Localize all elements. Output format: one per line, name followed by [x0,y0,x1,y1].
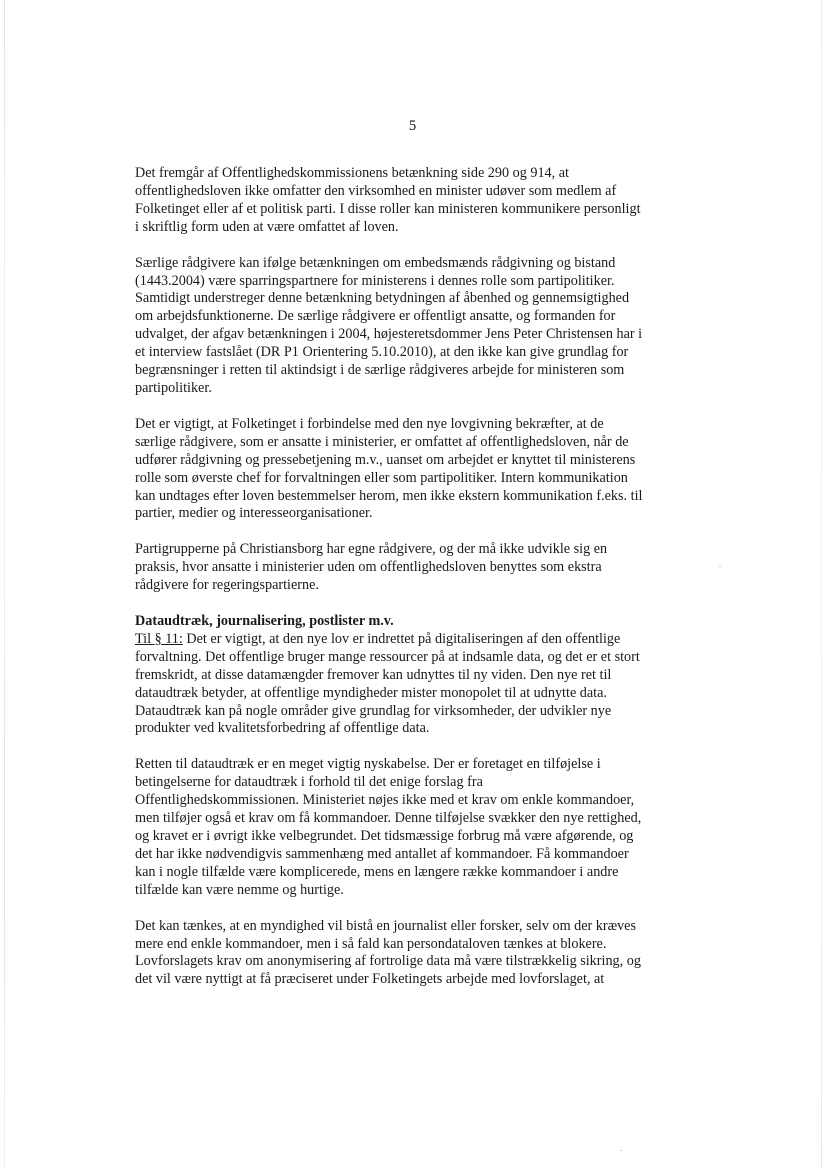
text-line: Det kan tænkes, at en myndighed vil bistå en journalist eller forsker, selv om der kræves [135,917,637,934]
text-line: Det er vigtigt, at Folketinget i forbindelse med den nye lovgivning bekræfter, at de [135,415,604,432]
text-line: det vil være nyttigt at få præciseret under Folketingets arbejde med lovforslaget, at [135,971,605,988]
section-heading: Dataudtræk, journalisering, postlister m.v. [135,613,394,630]
text-line: kan i nogle tilfælde være komplicerede, mens en længere række kommandoer i andre [135,863,619,880]
text-line: partier, medier og interesseorganisationer. [135,505,373,522]
text-line: tilfælde kan være nemme og hurtige. [135,881,344,898]
section-dataudtraek [135,613,691,738]
text-line: i skriftlig form uden at være omfattet af loven. [135,218,399,235]
text-line: om arbejdsfunktionerne. De særlige rådgivere er offentligt ansatte, og formanden for [135,308,616,325]
text-line: et interview fastslået (DR P1 Orientering 5.10.2010), at den ikke kan give grundlag for [135,344,629,361]
text-line: Folketinget eller af et politisk parti. I disse roller kan ministeren kommunikere personligt [135,200,641,217]
text-line: Det fremgår af Offentlighedskommissionens betænkning side 290 og 914, at [135,165,569,181]
scan-edge-right [821,0,822,1168]
text-line: Retten til dataudtræk er en meget vigtig nyskabelse. Der er foretaget en tilføjelse i [135,756,601,773]
text-line: kan undtages efter loven bestemmelser herom, men ikke ekstern kommunikation f.eks. til [135,487,643,504]
paragraph-1 [135,165,691,237]
text-line: Særlige rådgivere kan ifølge betænkningen om embedsmænds rådgivning og bistand [135,254,616,271]
text-line: partipolitiker. [135,379,212,396]
paragraph-2 [135,255,691,398]
text-line [135,631,691,649]
text-line: Lovforslagets krav om anonymisering af fortrolige data må være tilstrækkelig sikring, og [135,953,641,970]
text-line: særlige rådgivere, som er ansatte i ministerier, er omfattet af offentlighedsloven, når de [135,433,629,450]
text-line: betingelserne for dataudtræk i forhold til det enige forslag fra [135,774,483,791]
text-line: rådgivere for regeringspartierne. [135,577,319,594]
section-reference: Til § 11: [135,630,183,647]
scan-speck [620,1150,622,1151]
paragraph-5 [135,756,691,899]
text-line: men tilføjer også et krav om få kommandoer. Denne tilføjelse svækker den nye rettighed, [135,810,642,827]
text-line: det har ikke nødvendigvis sammenhæng med antallet af kommandoer. Få kommandoer [135,845,629,862]
scan-speck [719,566,721,567]
text-line: udvalget, der afgav betænkningen i 2004, højesteretsdommer Jens Peter Christensen har i [135,326,643,343]
paragraph-4 [135,541,691,595]
paragraph-3 [135,416,691,523]
text-line: forvaltning. Det offentlige bruger mange ressourcer på at indsamle data, og det er et stort [135,648,640,665]
page-number: 5 [408,118,417,134]
text-line: fremskridt, at disse datamængder fremover kan udnyttes til ny viden. Den nye ret til [135,666,612,683]
text-line-rest: Det er vigtigt, at den nye lov er indrettet på digitaliseringen af den offentlige [182,630,621,647]
text-line: Dataudtræk kan på nogle områder give grundlag for virksomheder, der udvikler nye [135,702,612,719]
text-line: begrænsninger i retten til aktindsigt i de særlige rådgiveres arbejde for ministeren som [135,362,625,379]
text-line: udfører rådgivning og pressebetjening m.v., uanset om arbejdet er knyttet til ministerens [135,451,636,468]
text-line: rolle som øverste chef for forvaltningen eller som partipolitiker. Intern kommunikation [135,469,628,486]
text-line: offentlighedsloven ikke omfatter den virksomhed en minister udøver som medlem af [135,182,617,199]
text-line: (1443.2004) være sparringspartnere for ministerens i dennes rolle som partipolitiker. [135,272,615,289]
text-line: Partigrupperne på Christiansborg har egne rådgivere, og der må ikke udvikle sig en [135,541,608,558]
document-body [135,165,691,1007]
text-line: dataudtræk betyder, at offentlige myndigheder mister monopolet til at udnytte data. [135,684,607,701]
paragraph-6 [135,918,691,990]
text-line: produkter ved kvalitetsforbedring af offentlige data. [135,720,430,737]
scan-edge-left [4,0,5,1168]
text-line: og kravet er i øvrigt ikke velbegrundet. Det tidsmæssige forbrug må være afgørende, og [135,828,634,844]
text-line: Offentlighedskommissionen. Ministeriet nøjes ikke med et krav om enkle kommandoer, [135,792,635,809]
text-line: Samtidigt understreger denne betænkning betydningen af åbenhed og gennemsigtighed [135,290,630,307]
text-line: mere end enkle kommandoer, men i så fald kan persondataloven tænkes at blokere. [135,935,607,952]
text-line: praksis, hvor ansatte i ministerier uden om offentlighedsloven benyttes som ekstra [135,559,602,576]
